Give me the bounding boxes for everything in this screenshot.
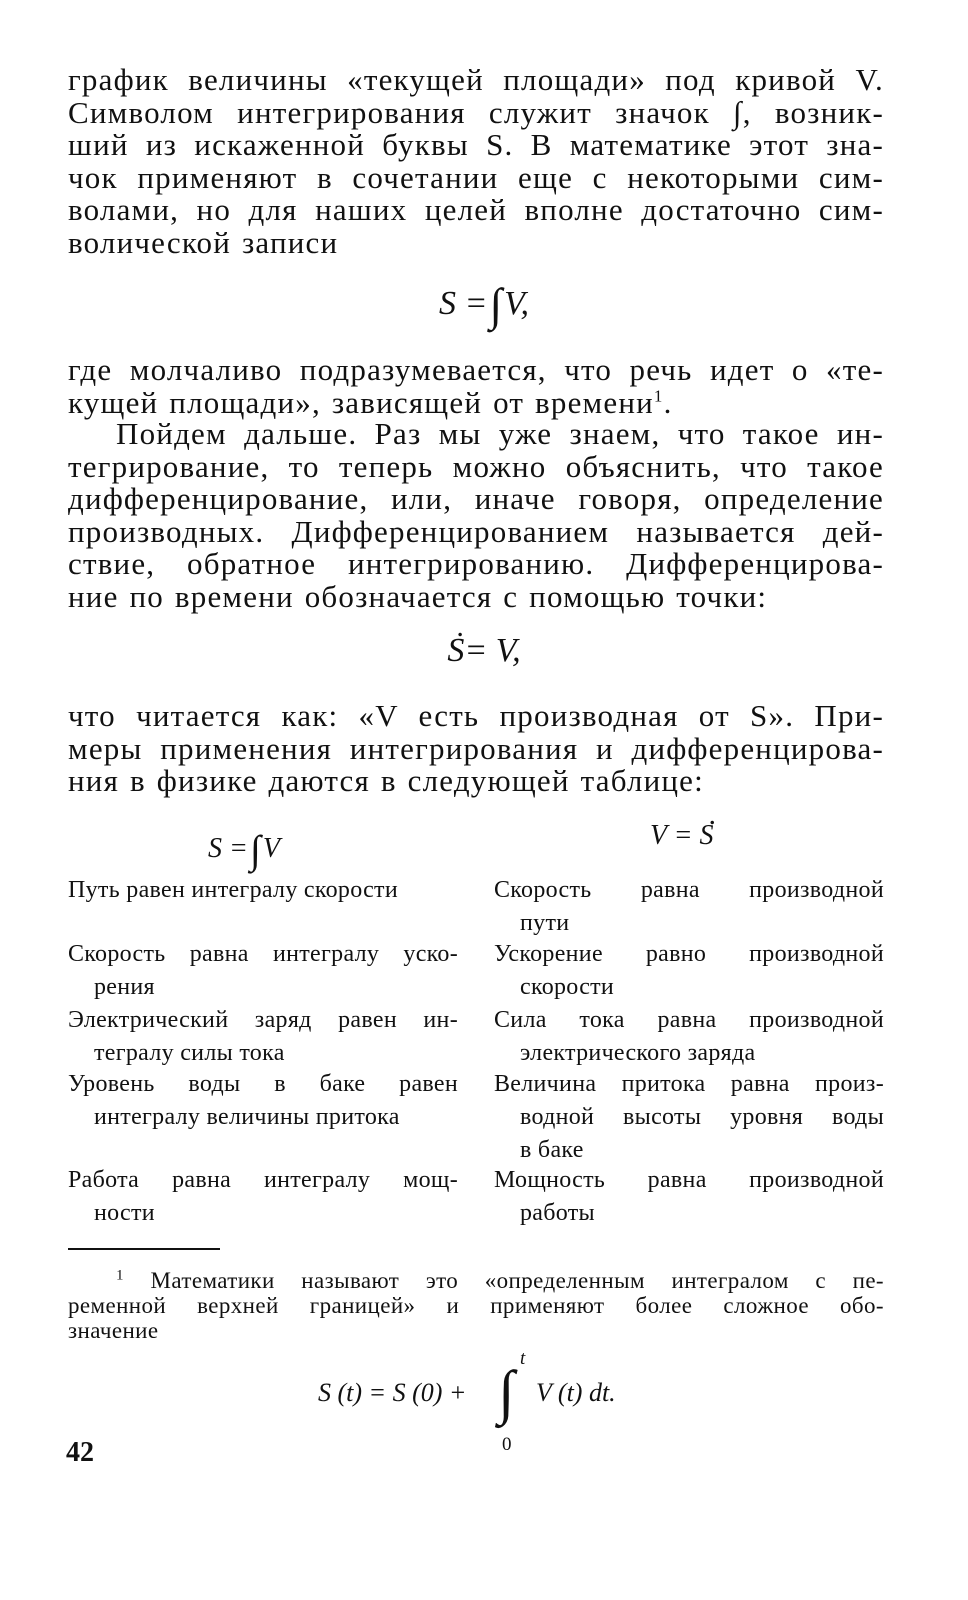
cell-line: Путь равен интегралу скорости (68, 877, 398, 903)
table-cell-right (494, 874, 884, 940)
formula-rest: V (t) dt. (536, 1378, 616, 1407)
cell-line: электрического заряда (520, 1040, 756, 1066)
formula-integral (0, 272, 968, 330)
text-line: тегрирование, то теперь можно объяснить, что такое (68, 448, 884, 484)
formula-right: V, (504, 285, 529, 322)
text-line: что читается как: «V есть производная от S». При- (68, 698, 884, 733)
table-cell-right (494, 938, 884, 1004)
text-line: график величины «текущей площади» под кривой V. (68, 62, 884, 97)
header-s-dot: . S (700, 820, 714, 852)
table-cell-left (68, 874, 458, 907)
formula-derivative (0, 632, 968, 670)
text-line: Пойдем дальше. Раз мы уже знаем, что такое ин- (116, 416, 884, 451)
footnote-marker: 1 (653, 386, 664, 406)
table-cell-left (68, 1068, 458, 1134)
cell-line: Электрический заряд равен ин- (68, 1007, 458, 1033)
footnote-line: ременной верхней границей» и применяют более сложное обо- (68, 1293, 884, 1318)
cell-line: Работа равна интегралу мощ- (68, 1167, 458, 1193)
text-fragment: Математики называют это «определенным интегралом с пе- (150, 1268, 884, 1293)
integral-lower-limit: 0 (502, 1434, 512, 1455)
text-line: ния в физике даются в следующей таблице: (68, 763, 704, 798)
text-line (68, 384, 884, 420)
footnote-formula (0, 1348, 968, 1458)
text-line: где молчаливо подразумевается, что речь идет о «те- (68, 352, 884, 387)
cell-line: Уровень воды в баке равен (68, 1071, 458, 1097)
footnote-divider (68, 1248, 220, 1250)
text-line: производных. Дифференцированием называется дей- (68, 513, 884, 549)
text-line: ние по времени обозначается с помощью точки: (68, 578, 768, 614)
header-left: S = (208, 833, 248, 864)
text-line: волической записи (68, 224, 339, 260)
text-fragment: . (663, 384, 673, 420)
text-line: дифференцирование, или, иначе говоря, определение (68, 481, 884, 516)
integral-sign: ∫ (489, 279, 503, 330)
paragraph-4 (68, 700, 884, 798)
text-line: волами, но для наших целей вполне достаточно сим- (68, 192, 884, 227)
paragraph-1 (68, 64, 884, 259)
footnote (68, 1268, 884, 1343)
text-line: ший из искаженной буквы S. В математике этот зна- (68, 127, 884, 162)
cell-line: рения (94, 974, 155, 1000)
formula-left: S = (439, 285, 488, 322)
text-line: Символом интегрирования служит значок ∫, возник- (68, 94, 884, 130)
cell-line: скорости (520, 974, 615, 1000)
table-header-integral (208, 820, 280, 872)
text-line: чок применяют в сочетании еще с некоторыми сим- (68, 159, 884, 195)
table-cell-left (68, 938, 458, 1004)
cell-line: Мощность равна производной (494, 1167, 884, 1193)
page-number: 42 (66, 1437, 94, 1468)
cell-line: работы (520, 1200, 595, 1226)
table-cell-right (494, 1068, 884, 1167)
header-right: V (262, 833, 280, 864)
table-cell-right (494, 1004, 884, 1070)
table-cell-right (494, 1164, 884, 1230)
footnote-line (68, 1268, 884, 1293)
cell-line: Ускорение равно производной (494, 941, 884, 967)
formula-s-dot: . S (447, 632, 464, 670)
integral-sign: ∫ (498, 1359, 515, 1425)
text-fragment: кущей площади», зависящей от времени (68, 384, 654, 420)
cell-line: ности (94, 1200, 155, 1226)
header-left: V = (650, 820, 693, 851)
cell-line: пути (520, 910, 570, 936)
footnote-line: значение (68, 1318, 159, 1343)
formula-main: S (t) = S (0) + (318, 1378, 467, 1407)
text-line: меры применения интегрирования и дифференцирова- (68, 730, 884, 766)
cell-line: в баке (520, 1137, 584, 1163)
text-line: ствие, обратное интегрированию. Дифференцирова- (68, 546, 884, 581)
paragraph-3 (68, 418, 884, 613)
table-header-derivative (650, 820, 714, 852)
cell-line: Скорость равна производной (494, 877, 884, 903)
cell-line: водной высоты уровня воды (520, 1104, 884, 1130)
cell-line: Величина притока равна произ- (494, 1071, 884, 1097)
integral-sign: ∫ (249, 827, 261, 872)
cell-line: интегралу величины притока (94, 1104, 400, 1130)
paragraph-2 (68, 354, 884, 419)
cell-line: тегралу силы тока (94, 1040, 285, 1066)
integral-upper-limit: t (520, 1348, 526, 1369)
table-cell-left (68, 1004, 458, 1070)
cell-line: Скорость равна интегралу уско- (68, 941, 458, 967)
footnote-marker: 1 (116, 1267, 124, 1284)
formula-right: = V, (464, 632, 521, 669)
table-cell-left (68, 1164, 458, 1230)
cell-line: Сила тока равна производной (494, 1007, 884, 1033)
